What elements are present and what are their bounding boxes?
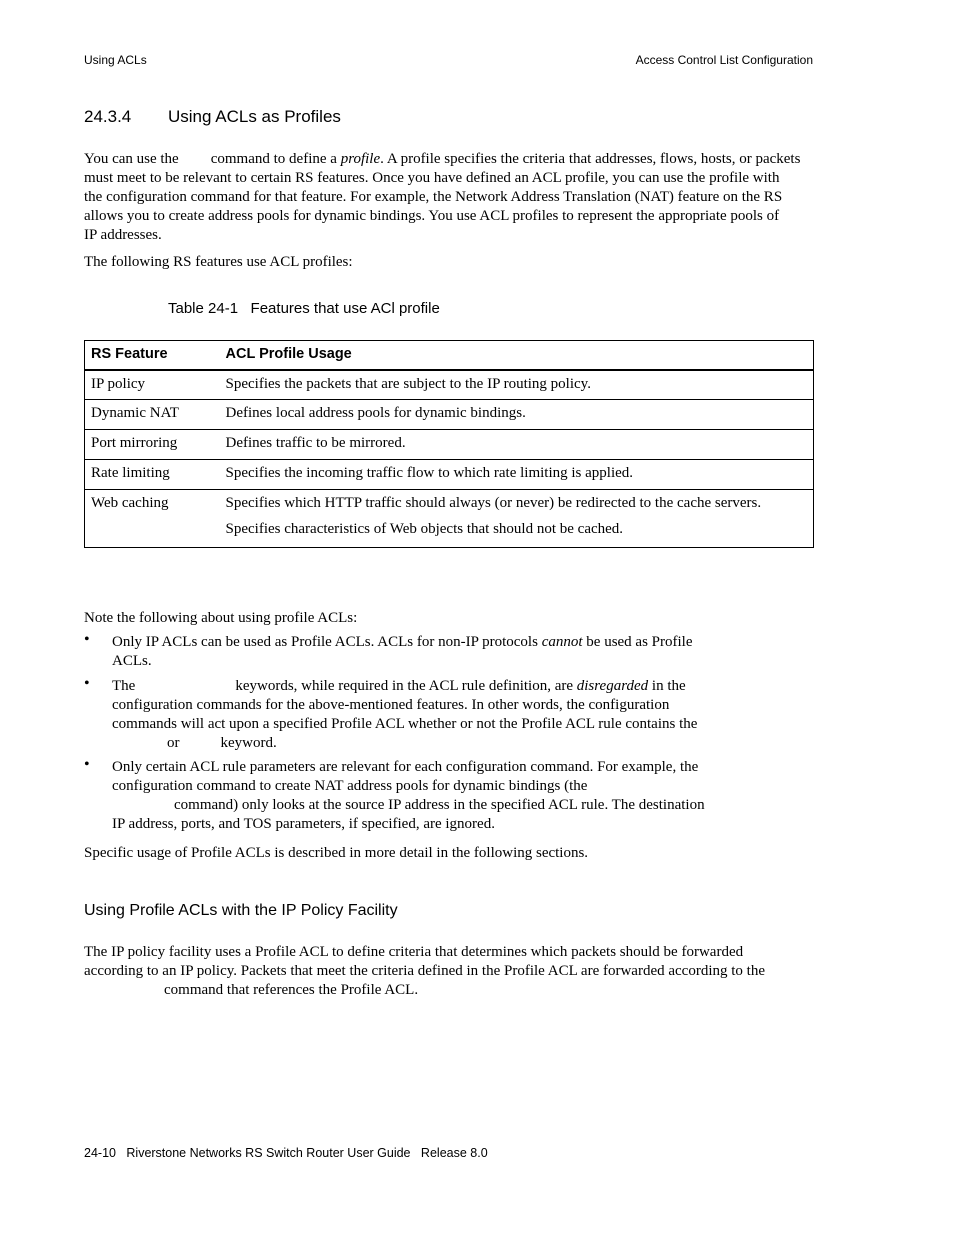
feature-cell: Port mirroring [85, 430, 226, 460]
bullet-2-text-a: The [112, 678, 136, 694]
usage-cell: Defines local address pools for dynamic bindings. [226, 400, 814, 430]
bullet-2-line-1 [112, 677, 732, 696]
feature-cell: IP policy [85, 370, 226, 400]
intro-line-1 [84, 150, 814, 169]
bullet-1-text-b: be used as Profile [582, 634, 693, 650]
usage-line-2: Specifies characteristics of Web objects that should not be cached. [225, 521, 624, 537]
table-row [85, 430, 814, 460]
closing-paragraph: Specific usage of Profile ACLs is described in more detail in the following sections. [84, 845, 589, 861]
section-number: 24.3.4 [84, 107, 132, 126]
features-table [84, 340, 814, 548]
subsection-line-2: according to an IP policy. Packets that meet the criteria defined in the Profile ACL are forwarded according to the [84, 963, 765, 979]
running-header-left: Using ACLs [84, 53, 147, 67]
bullet-1-line-2: ACLs. [112, 653, 152, 669]
notes-intro: Note the following about using profile ACLs: [84, 610, 358, 626]
feature-cell: Dynamic NAT [85, 400, 226, 430]
bullet-3-line-3: command) only looks at the source IP address in the specified ACL rule. The destination [174, 797, 705, 813]
bullet-3-line-1: Only certain ACL rule parameters are relevant for each configuration command. For example, the [112, 759, 699, 775]
bullet-2-line-3: commands will act upon a specified Profile ACL whether or not the Profile ACL rule contains the [112, 716, 698, 732]
table-row [85, 370, 814, 400]
bullet-2-marker: • [84, 675, 90, 692]
bullet-1-marker: • [84, 631, 90, 648]
bullet-2-italic: disregarded [576, 678, 649, 694]
intro-line-3: the configuration command for that feature. For example, the Network Address Translation (NAT) feature on the RS [84, 189, 783, 205]
usage-cell: Specifies the incoming traffic flow to which rate limiting is applied. [226, 460, 814, 490]
table-row [85, 460, 814, 490]
subsection-line-3: command that references the Profile ACL. [164, 982, 419, 998]
table-row [85, 400, 814, 430]
usage-cell [226, 490, 814, 548]
feature-cell: Rate limiting [85, 460, 226, 490]
table-caption: Table 24-1 Features that use ACl profile [168, 300, 440, 317]
bullet-1-text [112, 633, 732, 671]
intro-line-4: allows you to create address pools for dynamic bindings. You use ACL profiles to represent the appropriate pools of [84, 208, 780, 224]
usage-cell: Defines traffic to be mirrored. [226, 430, 814, 460]
intro-text-a: You can use the [84, 151, 179, 167]
bullet-2-text-or: or [167, 735, 180, 751]
usage-line-1: Specifies which HTTP traffic should always (or never) be redirected to the cache servers. [225, 495, 762, 511]
bullet-1-text-a: Only IP ACLs can be used as Profile ACLs. ACLs for non-IP protocols [112, 634, 542, 650]
table-row [85, 490, 814, 548]
column-header-feature: RS Feature [85, 341, 226, 370]
feature-cell: Web caching [85, 490, 226, 548]
intro-paragraph [84, 150, 814, 245]
bullet-2-text-keyword: keyword. [220, 735, 277, 751]
subsection-line-1: The IP policy facility uses a Profile ACL to define criteria that determines which packets should be forwarded [84, 944, 744, 960]
intro-text-c: . A profile specifies the criteria that addresses, flows, hosts, or packets [380, 151, 801, 167]
table-header-row [85, 341, 814, 370]
subsection-title: Using Profile ACLs with the IP Policy Facility [84, 902, 398, 919]
running-header-right: Access Control List Configuration [635, 53, 813, 67]
features-intro: The following RS features use ACL profiles: [84, 254, 353, 270]
bullet-3-line-2: configuration command to create NAT address pools for dynamic bindings (the [112, 778, 588, 794]
bullet-2-line-2: configuration commands for the above-mentioned features. In other words, the configuration [112, 697, 670, 713]
intro-text-b: command to define a [210, 151, 337, 167]
bullet-3-text [112, 758, 732, 834]
page-footer: 24-10 Riverstone Networks RS Switch Router User Guide Release 8.0 [84, 1146, 488, 1160]
intro-line-5: IP addresses. [84, 227, 162, 243]
subsection-paragraph [84, 943, 814, 1000]
intro-italic-profile: profile [340, 151, 381, 167]
bullet-2-text-c: in the [648, 678, 686, 694]
bullet-1-italic: cannot [541, 634, 583, 650]
usage-cell: Specifies the packets that are subject to the IP routing policy. [226, 370, 814, 400]
bullet-3-marker: • [84, 756, 90, 773]
bullet-2-text [112, 677, 732, 753]
column-header-usage: ACL Profile Usage [226, 341, 814, 370]
bullet-3-line-4: IP address, ports, and TOS parameters, if specified, are ignored. [112, 816, 495, 832]
bullet-2-text-b: keywords, while required in the ACL rule definition, are [235, 678, 577, 694]
bullet-1-line-1 [112, 633, 732, 652]
intro-line-2: must meet to be relevant to certain RS features. Once you have defined an ACL profile, you can use the profile with [84, 170, 780, 186]
section-title: Using ACLs as Profiles [168, 107, 341, 126]
bullet-2-line-4 [112, 734, 732, 753]
